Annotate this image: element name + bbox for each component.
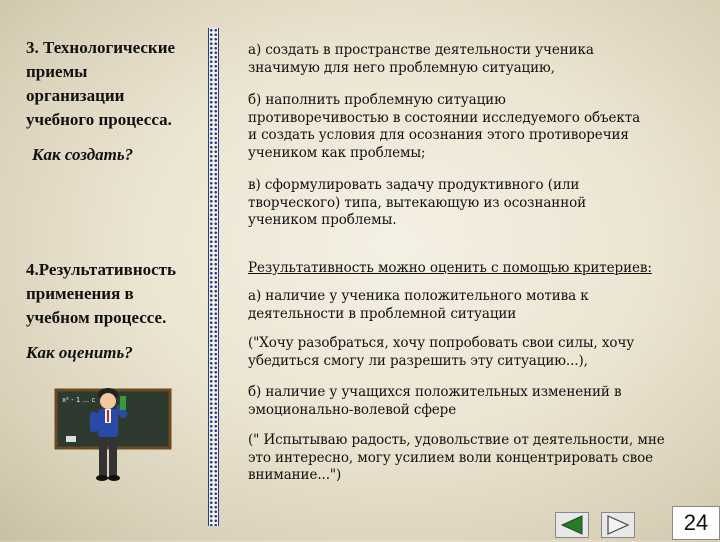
- prev-slide-button[interactable]: [555, 512, 589, 538]
- column-divider: [208, 28, 219, 526]
- teacher-right-shoe: [108, 475, 120, 481]
- paragraph-v: [248, 177, 688, 230]
- teacher-left-arm: [90, 412, 98, 432]
- paragraph-b: [248, 92, 688, 162]
- book: [120, 396, 126, 410]
- criterion-b-quote: [248, 432, 688, 485]
- page-number: 24: [672, 506, 720, 540]
- section3-question: Как создать?: [32, 145, 134, 164]
- criterion-a-quote: [248, 335, 688, 370]
- board-text: x² - 1 ... c: [62, 396, 96, 404]
- text-line: учеником проблемы.: [248, 212, 397, 228]
- text-line: убедиться смогу ли разрешить эту ситуацию...),: [248, 352, 588, 369]
- text-line: ("Хочу разобраться, хочу попробовать свои силы, хочу: [248, 335, 635, 351]
- text-line: (" Испытываю радость, удовольствие от деятельности, мне: [248, 432, 665, 448]
- heading-line: 3. Технологические: [26, 38, 176, 57]
- triangle-right-icon: [602, 513, 634, 537]
- teacher-left-shoe: [96, 475, 108, 481]
- text-line: эмоционально-волевой сфере: [248, 401, 457, 418]
- triangle-left-icon: [556, 513, 588, 537]
- text-line: б) наполнить проблемную ситуацию: [248, 92, 506, 108]
- teacher-right-leg: [109, 437, 117, 477]
- text-line: а) наличие у ученика положительного мотива к: [248, 288, 589, 304]
- text-line: учеником как проблемы;: [248, 144, 426, 161]
- teacher-left-leg: [99, 437, 107, 477]
- text-line: внимание..."): [248, 467, 342, 483]
- text-line: б) наличие у учащихся положительных изменений в: [248, 384, 622, 400]
- text-line: а) создать в пространстве деятельности ученика: [248, 42, 594, 58]
- text-line: и создать условия для осознания этого противоречия: [248, 127, 629, 143]
- text-line: значимую для него проблемную ситуацию,: [248, 59, 555, 76]
- criterion-b: [248, 384, 688, 419]
- criteria-heading: Результативность можно оценить с помощью критериев:: [248, 260, 652, 276]
- criterion-a: [248, 288, 688, 323]
- teacher-at-blackboard-illustration: [54, 386, 172, 518]
- text-line: деятельности в проблемной ситуации: [248, 305, 517, 322]
- heading-line: учебном процессе.: [26, 308, 167, 327]
- section4-question: Как оценить?: [26, 343, 133, 362]
- teacher-tie: [107, 410, 109, 422]
- text-line: противоречивостью в состоянии исследуемого объекта: [248, 109, 641, 126]
- teacher-head: [100, 393, 116, 409]
- next-slide-button[interactable]: [601, 512, 635, 538]
- heading-line: приемы: [26, 62, 88, 81]
- text-line: в) сформулировать задачу продуктивного (или: [248, 177, 580, 193]
- heading-line: применения в: [26, 284, 134, 303]
- heading-line: организации: [26, 86, 125, 105]
- section4-heading: [26, 258, 211, 330]
- chalk-eraser: [66, 436, 76, 442]
- text-line: это интересно, могу усилием воли концентрировать свое: [248, 449, 654, 466]
- section3-heading: [26, 36, 211, 132]
- text-line: творческого) типа, вытекающую из осознанной: [248, 194, 587, 211]
- heading-line: 4.Результативность: [26, 260, 177, 279]
- paragraph-a: [248, 42, 688, 77]
- heading-line: учебного процесса.: [26, 110, 172, 129]
